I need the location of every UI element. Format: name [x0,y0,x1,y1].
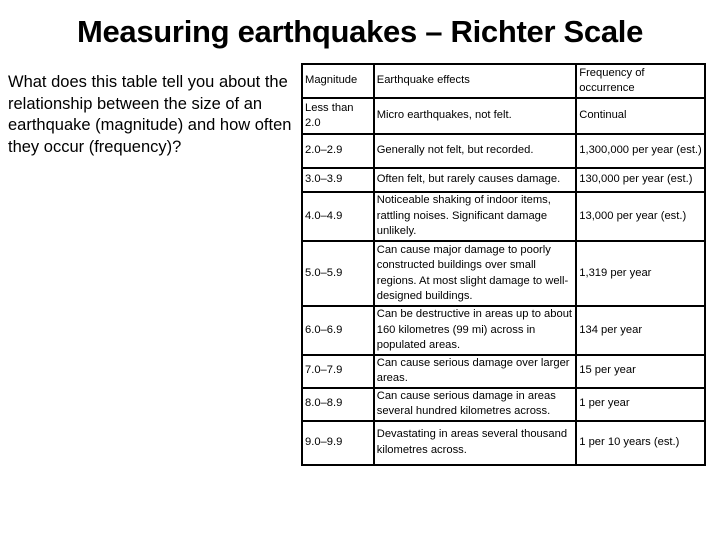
table-row [302,168,705,192]
table-row [302,192,705,241]
cell-frequency: 1,300,000 per year (est.) [576,134,705,168]
table-row [302,306,705,355]
cell-effects: Devastating in areas several thousand kilometres across. [374,421,577,465]
cell-effects: Can cause serious damage over larger areas. [374,355,577,388]
cell-magnitude: 5.0–5.9 [302,241,374,306]
cell-effects: Can be destructive in areas up to about 160 kilometres (99 mi) across in populated areas. [374,306,577,355]
cell-effects: Generally not felt, but recorded. [374,134,577,168]
cell-frequency: 13,000 per year (est.) [576,192,705,241]
cell-magnitude: Less than 2.0 [302,98,374,134]
cell-frequency: Continual [576,98,705,134]
cell-effects: Can cause major damage to poorly constructed buildings over small regions. At most slight damage to well-designed buildings. [374,241,577,306]
cell-frequency: 15 per year [576,355,705,388]
table-header-row [302,64,705,98]
table-row [302,355,705,388]
cell-frequency: 134 per year [576,306,705,355]
cell-frequency: 1 per 10 years (est.) [576,421,705,465]
cell-magnitude: 2.0–2.9 [302,134,374,168]
cell-magnitude: 8.0–8.9 [302,388,374,421]
table-row [302,388,705,421]
cell-magnitude: 4.0–4.9 [302,192,374,241]
cell-frequency: 1 per year [576,388,705,421]
richter-table [301,63,706,466]
cell-magnitude: 6.0–6.9 [302,306,374,355]
cell-magnitude: 9.0–9.9 [302,421,374,465]
question-text: What does this table tell you about the relationship between the size of an earthquake (magnitude) and how often they occur (frequency)? [8,73,292,156]
cell-effects: Noticeable shaking of indoor items, rattling noises. Significant damage unlikely. [374,192,577,241]
cell-effects: Often felt, but rarely causes damage. [374,168,577,192]
table-row [302,98,705,134]
header-frequency: Frequency of occurrence [576,64,705,98]
cell-effects: Micro earthquakes, not felt. [374,98,577,134]
cell-frequency: 130,000 per year (est.) [576,168,705,192]
header-effects: Earthquake effects [374,64,577,98]
cell-frequency: 1,319 per year [576,241,705,306]
table-row [302,421,705,465]
table-row [302,134,705,168]
header-magnitude: Magnitude [302,64,374,98]
cell-magnitude: 7.0–7.9 [302,355,374,388]
cell-magnitude: 3.0–3.9 [302,168,374,192]
table-row [302,241,705,306]
slide-title: Measuring earthquakes – Richter Scale [76,14,644,49]
cell-effects: Can cause serious damage in areas several hundred kilometres across. [374,388,577,421]
